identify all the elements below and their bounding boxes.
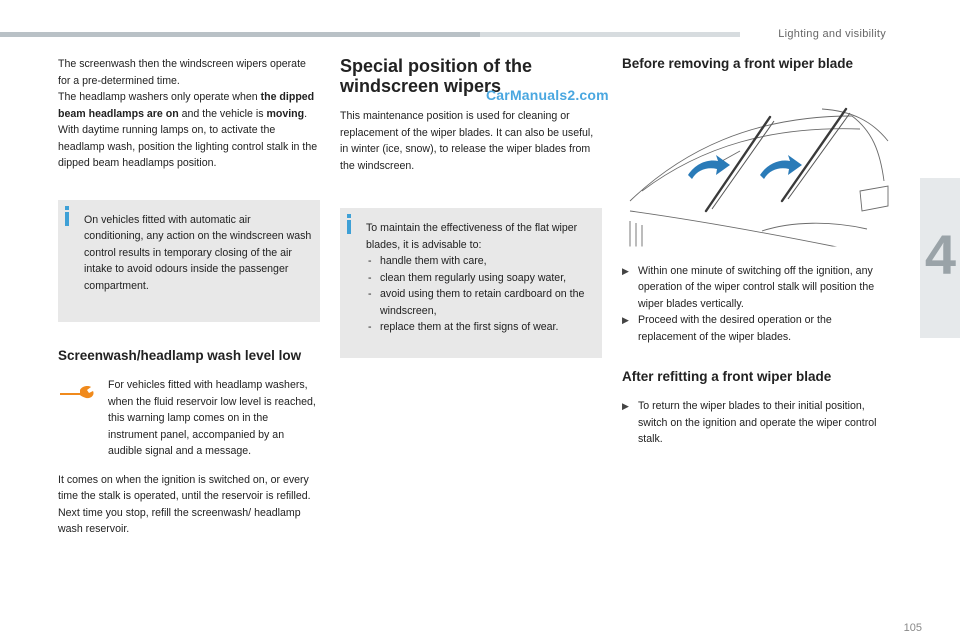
wrench-warning-icon	[58, 377, 108, 460]
arrow-bullet-icon: ▶	[622, 401, 629, 411]
watermark: CarManuals2.com	[486, 87, 609, 103]
after-refitting-title: After refitting a front wiper blade	[622, 369, 832, 384]
special-position-title: Special position of the windscreen wipers	[340, 56, 533, 96]
section-name: Lighting and visibility	[778, 28, 886, 40]
list-item: ▶ To return the wiper blades to their initial position, switch on the ignition and operate the wiper control stalk.	[622, 400, 877, 445]
arrow-bullet-icon: ▶	[622, 315, 629, 325]
level-low-title: Screenwash/headlamp wash level low	[58, 348, 302, 363]
list-item: - replace them at the first signs of wear.	[366, 319, 594, 336]
info-icon	[65, 212, 69, 226]
info-box-wiper-care: To maintain the effectiveness of the flat wiper blades, it is advisable to: - handle them with care, - clean them regularly using soapy water, - avoid using them to retain cardboard on the windscreen, - replace them at the first signs of wear.	[340, 208, 602, 358]
header-bar-secondary	[480, 32, 740, 37]
arrow-bullet-icon: ▶	[622, 265, 629, 276]
special-position-intro: This maintenance position is used for cleaning or replacement of the wiper blades. It can also be useful, in winter (ice, snow), to release the wiper blades from the windscreen.	[340, 110, 594, 172]
level-paragraph-1: It comes on when the ignition is switched on, or every time the stalk is operated, until the reservoir is refilled.	[58, 473, 311, 502]
wiper-illustration	[622, 71, 890, 247]
warning-row: For vehicles fitted with headlamp washers, when the fluid reservoir low level is reached, this warning lamp comes on in the instrument panel, accompanied by an audible signal and a message.	[58, 377, 320, 460]
arrow-icon	[688, 155, 802, 179]
column-left	[58, 56, 320, 538]
list-item: - clean them regularly using soapy water,	[366, 270, 594, 287]
column-right	[622, 56, 890, 448]
info-icon	[347, 220, 351, 234]
before-removing-list	[622, 263, 890, 346]
before-removing-title: Before removing a front wiper blade	[622, 56, 854, 71]
chapter-number: 4	[924, 223, 956, 286]
list-item: - avoid using them to retain cardboard on the windscreen,	[366, 286, 594, 319]
intro-paragraph: The screenwash then the windscreen wipers operate for a pre-determined time. The headlamp washers only operate when the dipped beam headlamps are on and the vehicle is moving. With daytime running lamps on, to activate the headlamp wash, position the lighting control stalk in the dipped beam headlamps position.	[58, 58, 318, 169]
list-item: ▶ Proceed with the desired operation or the replacement of the wiper blades.	[622, 314, 832, 343]
list-item: - handle them with care,	[366, 253, 594, 270]
after-refitting-list	[622, 398, 890, 448]
info-box-air-conditioning: On vehicles fitted with automatic air conditioning, any action on the windscreen wash control results in temporary closing of the air intake to avoid odours inside the passenger compartment.	[58, 200, 320, 323]
header-bar	[0, 32, 480, 37]
page-number: 105	[903, 622, 922, 634]
level-paragraph-2: Next time you stop, refill the screenwash/ headlamp wash reservoir.	[58, 506, 301, 535]
list-item: ▶ Within one minute of switching off the ignition, any operation of the wiper control stalk will position the wiper blades vertically.	[622, 264, 875, 310]
wiper-care-list	[366, 253, 594, 336]
